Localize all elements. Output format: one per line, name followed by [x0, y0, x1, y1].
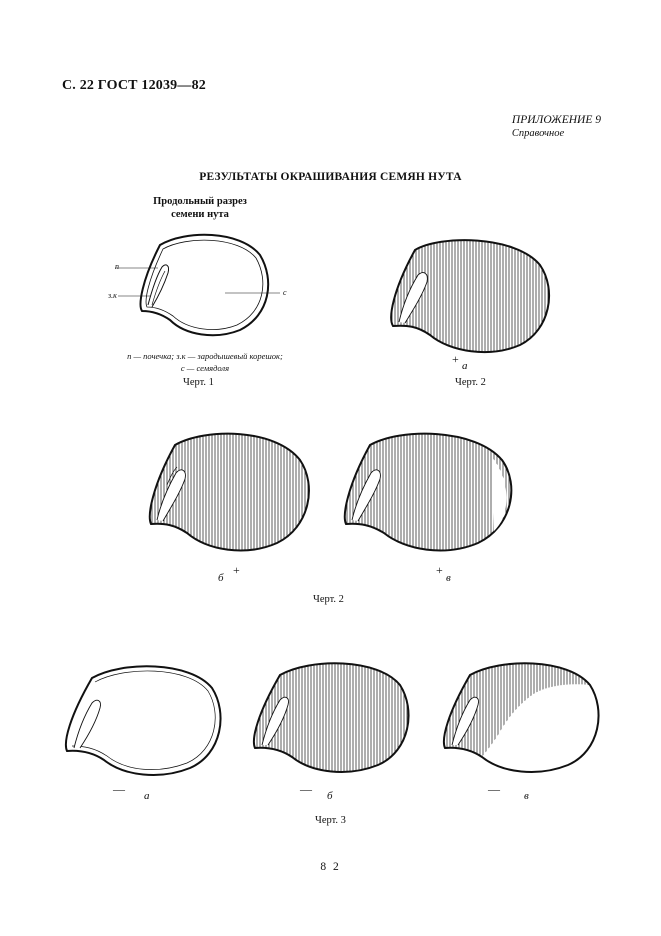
figure-3-caption: Черт. 3	[315, 815, 346, 826]
letter-2v: в	[446, 572, 451, 584]
legend-line-1: п — почечка; з.к — зародышевый корешок;	[127, 351, 283, 361]
seed-figure-2b	[145, 425, 315, 560]
seed-figure-2v	[340, 425, 520, 560]
page-title: РЕЗУЛЬТАТЫ ОКРАШИВАНИЯ СЕМЯН НУТА	[199, 171, 462, 183]
seed-figure-2a	[385, 230, 555, 360]
subtitle-line-2: семени нута	[171, 209, 229, 220]
legend-line-2: с — семядоля	[180, 363, 230, 373]
subtitle-line-1: Продольный разрез	[153, 196, 247, 207]
page-number: 8 2	[320, 861, 341, 873]
sign-3b: —	[300, 782, 312, 796]
sign-2a: +	[452, 352, 459, 366]
figure-1-caption: Черт. 1	[183, 377, 214, 388]
label-p: п	[115, 262, 119, 271]
figure-legend	[100, 350, 310, 374]
seed-section-figure-1	[130, 225, 280, 345]
letter-3b: б	[327, 790, 333, 802]
section-subtitle	[130, 195, 270, 221]
figure-2-row-caption: Черт. 2	[313, 594, 344, 605]
seed-figure-3v	[440, 655, 605, 780]
appendix-reference: Справочное	[511, 128, 565, 139]
sign-3a: —	[113, 782, 125, 796]
sign-2v: +	[436, 563, 443, 577]
label-c: с	[283, 288, 287, 297]
letter-3v: в	[524, 790, 529, 802]
seed-figure-3b	[250, 655, 415, 780]
page-header: С. 22 ГОСТ 12039—82	[62, 78, 206, 93]
appendix-title: ПРИЛОЖЕНИЕ 9	[511, 114, 601, 126]
figure-2-caption: Черт. 2	[455, 377, 486, 388]
label-zk: з.к	[108, 291, 117, 300]
letter-3a: а	[144, 790, 150, 802]
appendix-block	[512, 113, 601, 141]
seed-figure-3a	[62, 658, 227, 783]
letter-2b: б	[218, 572, 224, 584]
letter-2a: а	[462, 360, 468, 372]
sign-2b: +	[233, 563, 240, 577]
sign-3v: —	[488, 782, 500, 796]
